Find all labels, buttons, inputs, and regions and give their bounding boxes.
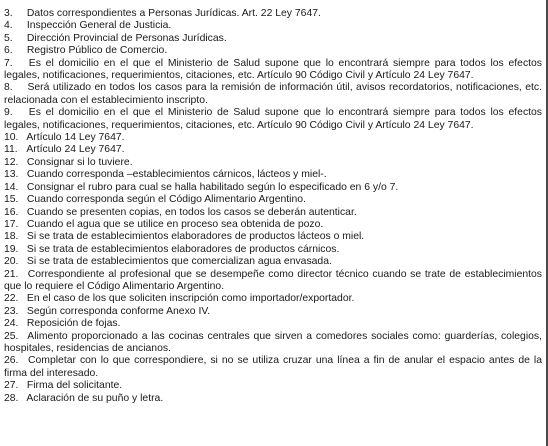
note-number: 28.: [4, 392, 19, 404]
note-item: [4, 20, 542, 32]
note-item: [4, 144, 542, 156]
note-number: 27.: [4, 380, 19, 392]
note-text: Consignar si lo tuviere.: [26, 156, 133, 168]
note-number: 12.: [4, 156, 19, 168]
note-number: 17.: [4, 218, 19, 230]
note-item: [4, 8, 542, 20]
note-text: Registro Público de Comercio.: [26, 45, 168, 57]
note-number: 7.: [4, 57, 13, 69]
notes-list: [4, 8, 542, 405]
note-number: 6.: [4, 45, 13, 57]
note-number: 5.: [4, 32, 13, 44]
note-item: [4, 82, 542, 107]
note-text: Artículo 24 Ley 7647.: [26, 144, 125, 156]
note-number: 20.: [4, 256, 19, 268]
note-item: [4, 219, 542, 231]
note-number: 15.: [4, 194, 19, 206]
note-item: [4, 107, 542, 132]
note-number: 13.: [4, 169, 19, 181]
note-item: [4, 380, 542, 392]
note-text: Completar con lo que correspondiere, si no se utiliza cruzar una línea a fin de anular el espacio antes de la firma del interesado.: [4, 355, 542, 379]
note-number: 21.: [4, 268, 19, 280]
note-text: Es el domicilio en el que el Ministerio de Salud supone que lo encontrará siempre para todos los efectos legales, notificaciones, requerimientos, citaciones, etc. Artículo 90 Código Civil y Artículo 24 Ley 7647.: [4, 107, 543, 131]
note-number: 9.: [4, 107, 13, 119]
note-number: 3.: [4, 8, 13, 19]
note-item: [4, 393, 542, 405]
note-number: 14.: [4, 181, 19, 193]
note-number: 4.: [4, 20, 13, 32]
note-text: Si se trata de establecimientos que comercializan agua envasada.: [26, 256, 332, 268]
note-item: [4, 306, 542, 318]
note-item: [4, 293, 542, 305]
note-text: Alimento proporcionado a las cocinas centrales que sirven a comedores sociales como: guarderías, colegios, hospitales, residencias de ancianos.: [4, 330, 542, 354]
note-item: [4, 169, 542, 181]
note-number: 10.: [4, 132, 19, 144]
note-text: Inspección General de Justicia.: [26, 20, 172, 32]
note-number: 19.: [4, 243, 19, 255]
note-number: 26.: [4, 355, 19, 367]
note-item: [4, 157, 542, 169]
note-text: Correspondiente al profesional que se desempeñe como director técnico cuando se trate de establecimientos que lo requiere el Código Alimentario Argentino.: [4, 268, 543, 292]
note-number: 24.: [4, 318, 19, 330]
note-number: 18.: [4, 231, 19, 243]
note-text: Cuando se presenten copias, en todos los casos se deberán autenticar.: [26, 206, 357, 218]
note-text: Consignar el rubro para cual se halla habilitado según lo especificado en 6 y/o 7.: [26, 181, 399, 193]
note-number: 23.: [4, 305, 19, 317]
note-text: Firma del solicitante.: [26, 380, 123, 392]
note-text: Si se trata de establecimientos elaboradores de productos lácteos o miel.: [26, 231, 365, 243]
note-text: Reposición de fojas.: [26, 318, 121, 330]
note-item: [4, 33, 542, 45]
note-text: En el caso de los que soliciten inscripción como importador/exportador.: [26, 293, 355, 305]
note-item: [4, 355, 542, 380]
note-item: [4, 244, 542, 256]
note-text: Dirección Provincial de Personas Jurídicas.: [26, 32, 227, 44]
note-text: Datos correspondientes a Personas Jurídicas. Art. 22 Ley 7647.: [26, 8, 321, 19]
note-text: Cuando corresponda según el Código Alimentario Argentino.: [26, 194, 306, 206]
note-number: 8.: [4, 82, 13, 94]
note-item: [4, 318, 542, 330]
note-text: Cuando corresponda –establecimientos cárnicos, lácteos y miel-.: [26, 169, 327, 181]
note-text: Cuando el agua que se utilice en proceso sea obtenida de pozo.: [26, 218, 324, 230]
note-item: [4, 45, 542, 57]
note-item: [4, 207, 542, 219]
note-item: [4, 256, 542, 268]
note-text: Es el domicilio en el que el Ministerio de Salud supone que lo encontrará siempre para todos los efectos legales, notificaciones, requerimientos, citaciones, etc. Artículo 90 Código Civil y Artículo 24 Ley 7647.: [4, 57, 543, 82]
note-item: [4, 269, 542, 294]
note-item: [4, 331, 542, 356]
note-number: 11.: [4, 144, 18, 156]
note-text: Según corresponda conforme Anexo IV.: [26, 305, 211, 317]
note-text: Artículo 14 Ley 7647.: [26, 132, 125, 144]
note-number: 25.: [4, 330, 19, 342]
note-item: [4, 231, 542, 243]
note-number: 16.: [4, 206, 19, 218]
note-item: [4, 194, 542, 206]
note-text: Si se trata de establecimientos elaboradores de productos cárnicos.: [26, 243, 340, 255]
note-item: [4, 58, 542, 83]
footnotes-page: [4, 8, 542, 405]
note-number: 22.: [4, 293, 19, 305]
note-text: Será utilizado en todos los casos para la remisión de información útil, avisos recordatorios, notificaciones, etc. relacionada con el establecimiento inscripto.: [4, 82, 542, 106]
note-item: [4, 132, 542, 144]
note-text: Aclaración de su puño y letra.: [26, 392, 164, 404]
note-item: [4, 182, 542, 194]
